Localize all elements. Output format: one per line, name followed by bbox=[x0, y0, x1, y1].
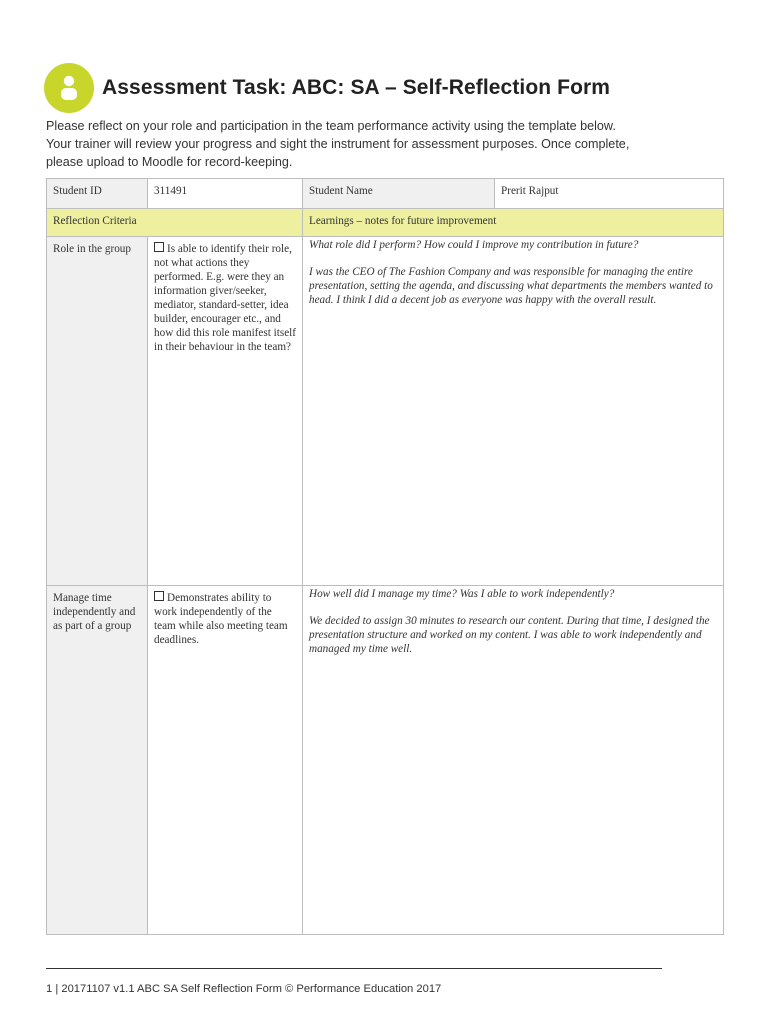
learnings-field-role[interactable] bbox=[303, 237, 724, 586]
criteria-description-role bbox=[148, 237, 303, 586]
page-header bbox=[44, 63, 610, 113]
learnings-field-time[interactable] bbox=[303, 586, 724, 935]
intro-line: please upload to Moodle for record-keeping. bbox=[46, 155, 293, 169]
intro-line: Please reflect on your role and participation in the team performance activity using the template below. bbox=[46, 119, 616, 133]
criteria-header-row bbox=[47, 209, 724, 237]
criteria-row-time bbox=[47, 586, 724, 935]
student-id-label: Student ID bbox=[47, 179, 148, 209]
student-name-field[interactable]: Prerit Rajput bbox=[495, 179, 724, 209]
criteria-label-time: Manage time independently and as part of a group bbox=[47, 586, 148, 935]
checkbox-icon[interactable] bbox=[154, 591, 164, 601]
criteria-text: Demonstrates ability to work independently of the team while also meeting team deadlines. bbox=[154, 592, 288, 646]
reflection-criteria-header: Reflection Criteria bbox=[47, 209, 303, 237]
criteria-text: Is able to identify their role, not what actions they performed. E.g. were they an information giver/seeker, mediator, standard-setter, idea builder, encourager etc., and how did this role manifest itself in their behaviour in the team? bbox=[154, 243, 296, 353]
criteria-label-role: Role in the group bbox=[47, 237, 148, 586]
student-id-field[interactable]: 311491 bbox=[148, 179, 303, 209]
page-title: Assessment Task: ABC: SA – Self-Reflection Form bbox=[102, 76, 611, 99]
footer-divider bbox=[46, 968, 662, 969]
criteria-row-role bbox=[47, 237, 724, 586]
learnings-question: What role did I perform? How could I improve my contribution in future? bbox=[309, 239, 639, 251]
intro-text bbox=[46, 117, 716, 171]
checkbox-icon[interactable] bbox=[154, 242, 164, 252]
learnings-question: How well did I manage my time? Was I able to work independently? bbox=[309, 588, 615, 600]
learnings-answer: I was the CEO of The Fashion Company and was responsible for managing the entire presentation, setting the agenda, and discussing what departments the members wanted to head. I think I did a decent job as everyone was happy with the overall result. bbox=[309, 266, 713, 306]
intro-line: Your trainer will review your progress and sight the instrument for assessment purposes. Once complete, bbox=[46, 137, 630, 151]
person-icon bbox=[44, 63, 94, 113]
student-name-label: Student Name bbox=[303, 179, 495, 209]
learnings-answer: We decided to assign 30 minutes to research our content. During that time, I designed the presentation structure and worked on my content. I was able to work independently and managed my time well. bbox=[309, 615, 710, 655]
page-footer: 1 | 20171107 v1.1 ABC SA Self Reflection Form © Performance Education 2017 bbox=[46, 983, 442, 995]
criteria-description-time bbox=[148, 586, 303, 935]
learnings-header: Learnings – notes for future improvement bbox=[303, 209, 724, 237]
student-info-row bbox=[47, 179, 724, 209]
reflection-form-table bbox=[46, 178, 724, 935]
